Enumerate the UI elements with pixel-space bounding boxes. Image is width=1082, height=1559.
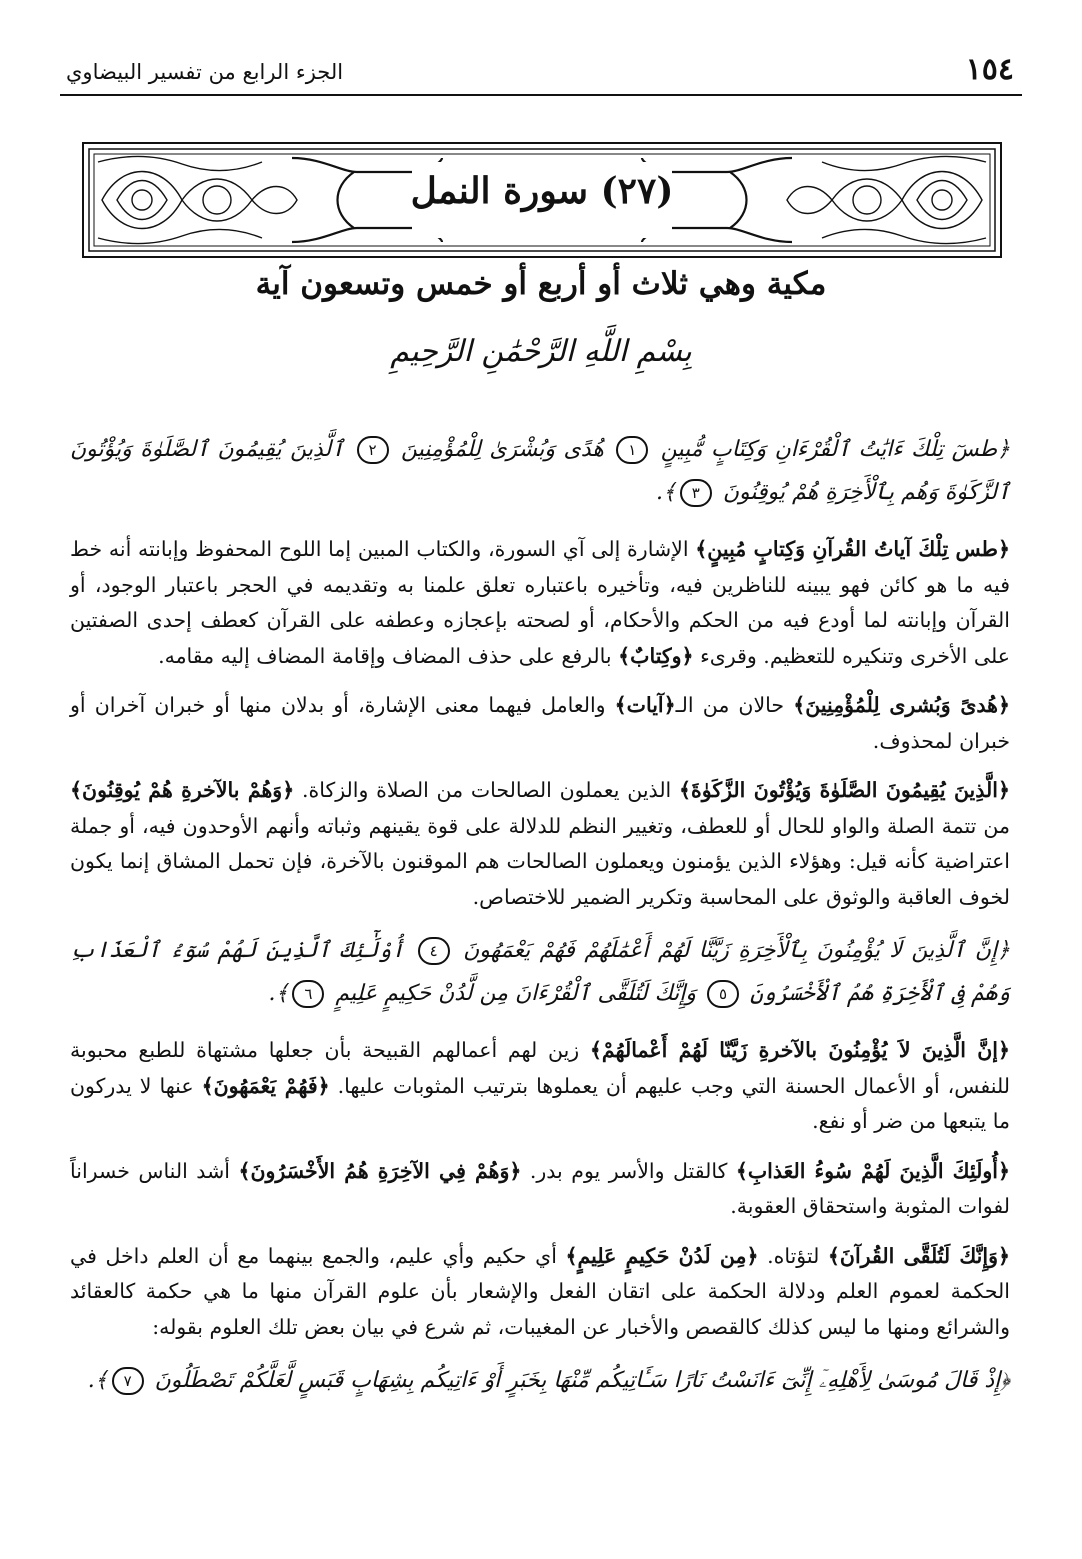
verse-number-marker: ٤ [418,937,450,965]
surah-title: (٢٧) سورة النمل [410,170,674,212]
basmala: بِسْمِ اللَّهِ الرَّحْمَٰنِ الرَّحِيمِ [390,334,692,369]
running-title: الجزء الرابع من تفسير البيضاوي [66,60,344,84]
quoted-verse: ﴿هُدىً وَبُشرى لِلْمُؤْمِنِينَ﴾ [793,693,1010,717]
quran-verse-block: ﴿إِذْ قَالَ مُوسَىٰ لِأَهْلِهِۦٓ إِنِّىٓ ءَانَسْتُ نَارًا سَـَٔاتِيكُم مِّنْهَا بِخَبَرٍ أَوْ ءَاتِيكُم بِشِهَابٍ قَبَسٍ لَّعَلَّكُمْ تَصْطَلُونَ ٧﴾. [87,1368,1010,1393]
quoted-verse: ﴿وكِتابٌ﴾ [618,643,694,668]
quoted-verse: ﴿طس تِلْكَ آياتُ القُرآنِ وَكِتابٍ مُبِينٍ﴾ [695,537,1010,561]
surah-title-banner [82,142,1002,258]
commentary-paragraph: ﴿الَّذِينَ يُقِيمُونَ الصَّلَوٰةَ وَيُؤْتُونَ الزَّكَوٰةَ﴾ الذين يعملون الصالحات من الصلاة والزكاة. ﴿وَهُمْ بالآخرةِ هُمْ يُوقِنُونَ﴾ من تتمة الصلة والواو للحال أو للعطف، وتغيير النظم للدلالة على قوة يقينهم وثباته وأنهم الأوحدون فيه، أو جملة اعتراضية كأنه قيل: وهؤلاء الذين يؤمنون ويعملون الصالحات هم الموقنون بالآخرة، فإن تحمل المشاق إنما يكون لخوف العاقبة والوثوق على المحاسبة وتكرير الضمير للاختصاص. [70,778,1010,909]
page-number: ١٥٤ [965,52,1014,87]
commentary-paragraph: ﴿إنَّ الَّذِينَ لاَ يُؤْمِنُونَ بالآخرةِ زَيَّنّا لَهُمْ أَعْمالَهُمْ﴾ زين لهم أعمالهم القبيحة بأن جعلها مشتهاة للطبع محبوبة للنفس، أو الأعمال الحسنة التي وجب عليهم أن يعملوها بترتيب المثوبات عليها. ﴿فَهُمْ يَعْمَهُونَ﴾ عنها لا يدركون ما يتبعها من ضر أو نفع. [70,1038,1011,1133]
verse-number-marker: ٥ [707,980,739,1008]
page-body [70,428,1010,1420]
quoted-verse: ﴿إنَّ الَّذِينَ لاَ يُؤْمِنُونَ بالآخرةِ زَيَّنّا لَهُمْ أَعْمالَهُمْ﴾ [589,1038,1010,1062]
quoted-verse: ﴿الَّذِينَ يُقِيمُونَ الصَّلَوٰةَ وَيُؤْتُونَ الزَّكَوٰةَ﴾ [679,778,1010,802]
surah-subtitle: مكية وهي ثلاث أو أربع أو خمس وتسعون آية [255,266,827,302]
quoted-verse: ﴿مِن لَدُنْ حَكِيمٍ عَلِيمٍ﴾ [565,1243,759,1268]
commentary-paragraph: ﴿وَإِنَّكَ لَتُلَقَّى القُرآنَ﴾ لتؤتاه. ﴿مِن لَدُنْ حَكِيمٍ عَلِيمٍ﴾ أي حكيم وأي عليم، والجمع بينهما مع أن العلم داخل في الحكمة لعموم العلم ودلالة الحكمة على اتقان الفعل والإشعار بأن علوم القرآن منها ما هي حكمة كالعقائد والشرائع ومنها ما ليس كذلك كالقصص والأخبار عن المغيبات، ثم شرع في بيان بعض تلك العلوم بقوله: [70,1243,1010,1339]
quoted-verse: ﴿وَهُمْ فِي الآخِرَةِ هُمُ الأَخْسَرُونَ﴾ [238,1158,522,1183]
quoted-verse: ﴿أُولَئِكَ الَّذِينَ لَهُمْ سُوءُ العَذابِ﴾ [735,1158,1010,1183]
verse-number-marker: ١ [616,436,648,464]
commentary-paragraph: ﴿طس تِلْكَ آياتُ القُرآنِ وَكِتابٍ مُبِينٍ﴾ الإشارة إلى آي السورة، والكتاب المبين إما اللوح المحفوظ وإبانته أنه خط فيه ما هو كائن فهو يبينه للناظرين فيه، وتأخيره باعتباره تعلق علمنا به وتقديمه في الحجر باعتبار الوجود، أو القرآن وإبانته لما أودع فيه من الحكم والأحكام، أو لصحته بإعجازه وعطفه على القرآن كعطف إحدى الصفتين على الأخرى وتنكيره للتعظيم. وقرىء ﴿وكِتابٌ﴾ بالرفع على حذف المضاف وإقامة المضاف إليه مقامه. [70,537,1010,668]
commentary-paragraph: ﴿أُولَئِكَ الَّذِينَ لَهُمْ سُوءُ العَذابِ﴾ كالقتل والأسر يوم بدر. ﴿وَهُمْ فِي الآخِرَةِ هُمُ الأَخْسَرُونَ﴾ أشد الناس خسراناً لفوات المثوبة واستحقاق العقوبة. [70,1158,1010,1218]
quoted-verse: ﴿آيات﴾ [614,693,676,717]
page-header [60,52,1022,96]
quoted-verse: ﴿وَإِنَّكَ لَتُلَقَّى القُرآنَ﴾ [827,1243,1010,1268]
verse-number-marker: ٢ [357,436,389,464]
verse-number-marker: ٣ [680,479,712,507]
commentary-paragraph: ﴿هُدىً وَبُشرى لِلْمُؤْمِنِينَ﴾ حالان من الـ﴿آيات﴾ والعامل فيهما معنى الإشارة، أو بدلان منها أو خبران آخران أو خبران لمحذوف. [70,693,1010,753]
quoted-verse: ﴿فَهُمْ يَعْمَهُونَ﴾ [201,1073,330,1098]
verse-number-marker: ٦ [292,980,324,1008]
quoted-verse: ﴿وَهُمْ بالآخرةِ هُمْ يُوقِنُونَ﴾ [70,778,295,802]
quran-verse-block: ﴿طسٓ تِلْكَ ءَايَٰتُ ٱلْقُرْءَانِ وَكِتَابٍ مُّبِينٍ ١ هُدًى وَبُشْرَىٰ لِلْمُؤْمِنِينَ ٢ ٱلَّذِينَ يُقِيمُونَ ٱلصَّلَوٰةَ وَيُؤْتُونَ ٱلزَّكَوٰةَ وَهُم بِٱلْأَخِرَةِ هُمْ يُوقِنُونَ ٣﴾. [70,437,1011,505]
quran-verse-block: ﴿إِنَّ ٱلَّذِينَ لَا يُؤْمِنُونَ بِٱلْأَخِرَةِ زَيَّنَّا لَهُمْ أَعْمَٰلَهُمْ فَهُمْ يَعْمَهُونَ ٤ أُوْلَٰٓئِكَ ٱلَّذِينَ لَهُمْ سُوٓءُ ٱلْعَذَابِ وَهُمْ فِى ٱلْأَخِرَةِ هُمُ ٱلْأَخْسَرُونَ ٥ وَإِنَّكَ لَتُلَقَّى ٱلْقُرْءَانَ مِن لَّدُنْ حَكِيمٍ عَلِيمٍ ٦﴾. [70,938,1010,1006]
verse-number-marker: ٧ [112,1367,144,1395]
header-rule [60,94,1022,96]
